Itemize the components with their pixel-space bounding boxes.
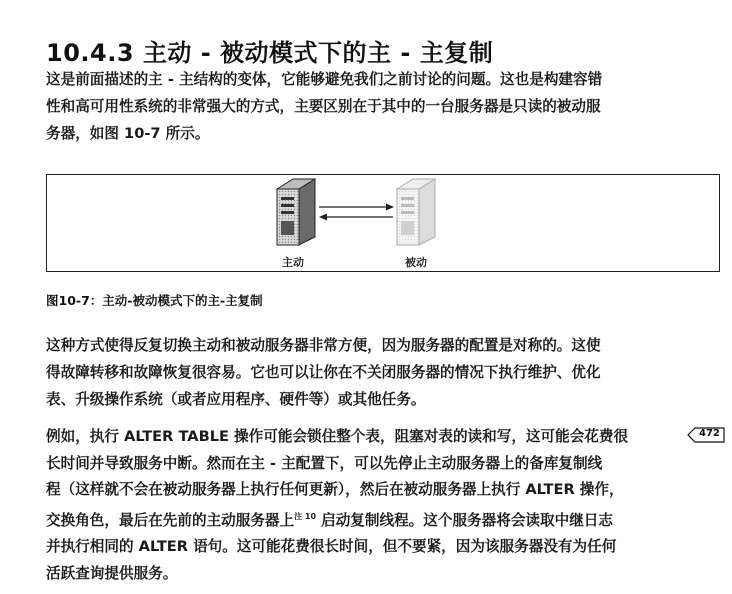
passive-server-icon — [397, 179, 435, 245]
paragraph-line: 例如，执行 ALTER TABLE 操作可能会锁住整个表，阻塞对表的读和写，这可能会花费很 — [46, 428, 629, 445]
line-rest: 启动复制线程。这个服务器将会读取中继日志 — [316, 511, 613, 529]
footnote-marker[interactable]: 注 10 — [294, 511, 317, 521]
intro-line: 性和高可用性系统的非常强大的方式，主要区别在于其中的一台服务器是只读的被动服 — [46, 98, 601, 115]
paragraph-line: 活跃查询提供服务。 — [46, 564, 178, 582]
paragraph-line: 并执行相同的 ALTER 语句。这可能花费很长时间，但不要紧，因为该服务器没有为任何 — [46, 538, 617, 555]
intro-paragraph — [46, 66, 686, 147]
paragraph-line: 程（这样就不会在被动服务器上执行任何更新），然后在被动服务器上执行 ALTER 操作， — [46, 481, 624, 498]
paragraph-line: 这种方式使得反复切换主动和被动服务器非常方便，因为服务器的配置是对称的。这使 — [46, 337, 601, 354]
replication-arrows — [319, 204, 394, 221]
page-number: 472 — [699, 428, 720, 439]
section-heading: 10.4.3 主动 - 被动模式下的主 - 主复制 — [46, 39, 494, 67]
paragraph-line: 表、升级操作系统（或者应用程序、硬件等）或其他任务。 — [46, 391, 426, 408]
intro-line: 务器，如图 10-7 所示。 — [46, 125, 210, 142]
intro-line: 这是前面描述的主 - 主结构的变体，它能够避免我们之前讨论的问题。这也是构建容错 — [46, 71, 603, 88]
figure-diagram — [47, 175, 718, 270]
active-server-label: 主动 — [282, 256, 304, 269]
paragraph-line: 长时间并导致服务中断。然而在主 - 主配置下，可以先停止主动服务器上的备库复制线 — [46, 454, 603, 472]
figure-frame — [46, 174, 720, 272]
active-server-icon — [277, 179, 315, 245]
line-start: 交换角色，最后在先前的主动服务器上 — [46, 511, 295, 529]
body-paragraph — [46, 332, 686, 413]
example-paragraph — [46, 424, 686, 587]
paragraph-line: 得故障转移和故障恢复很容易。它也可以让你在不关闭服务器的情况下执行维护、优化 — [46, 364, 601, 381]
figure-caption: 图10-7：主动-被动模式下的主-主复制 — [46, 293, 263, 308]
passive-server-label: 被动 — [405, 256, 427, 269]
paragraph-line — [46, 504, 686, 535]
page-number-tab — [687, 427, 725, 443]
